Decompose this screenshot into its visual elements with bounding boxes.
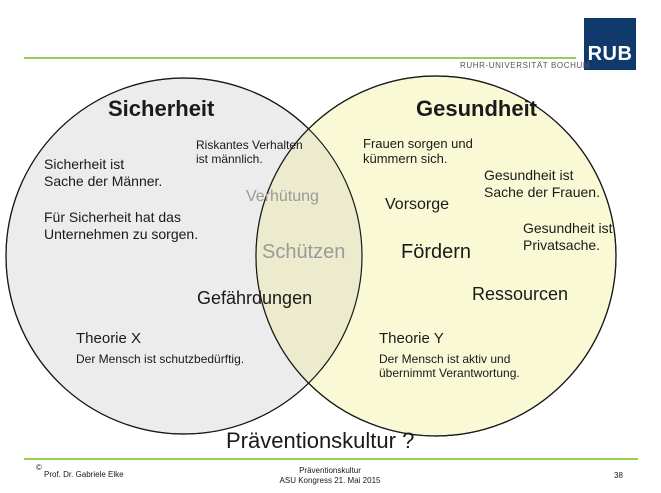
university-name: RUHR-UNIVERSITÄT BOCHUM [460, 61, 591, 70]
gesundheit-text-2-line1: Gesundheit ist [484, 167, 574, 183]
theorie-y-title: Theorie Y [379, 330, 444, 347]
ressourcen-label: Ressourcen [472, 284, 569, 304]
page-number: 38 [614, 471, 623, 480]
gesundheit-text-3-line2: Privatsache. [523, 236, 601, 253]
sicherheit-text-2-line2: Unternehmen zu sorgen. [44, 225, 199, 242]
riskantes-verhalten [196, 138, 303, 166]
copyright-symbol: © [36, 463, 42, 472]
sicherheit-text-1 [44, 156, 162, 189]
sicherheit-text-1-line2: Sache der Männer. [44, 172, 163, 189]
vorsorge-label: Vorsorge [385, 196, 450, 213]
gefaehrdungen-label: Gefährdungen [197, 288, 313, 308]
bottom-question: Präventionskultur ? [226, 428, 415, 453]
riskantes-line1: Riskantes Verhalten [196, 138, 303, 152]
foerdern-label: Fördern [401, 241, 472, 263]
sicherheit-text-1-line1: Sicherheit ist [44, 156, 125, 172]
gesundheit-text-2-line2: Sache der Frauen. [484, 183, 600, 200]
gesundheit-text-1 [363, 136, 473, 167]
sicherheit-heading: Sicherheit [108, 96, 215, 121]
schuetzen-label: Schützen [262, 241, 346, 263]
footer-author: Prof. Dr. Gabriele Elke [44, 470, 124, 479]
footer-center-line1: Präventionskultur [299, 466, 361, 475]
bottom-divider [24, 458, 638, 460]
gesundheit-heading: Gesundheit [416, 96, 538, 121]
footer-center [230, 466, 430, 485]
rub-logo: RUB [584, 18, 636, 70]
theorie-x-title: Theorie X [76, 330, 142, 347]
gesundheit-text-2 [484, 167, 600, 200]
sicherheit-text-2-line1: Für Sicherheit hat das [44, 209, 181, 225]
theorie-y-desc-line2: übernimmt Verantwortung. [379, 366, 520, 381]
verhuetung-label: Verhütung [246, 188, 319, 205]
sicherheit-text-2 [44, 209, 198, 242]
theorie-x-desc: Der Mensch ist schutzbedürftig. [76, 352, 245, 366]
theorie-y-desc [379, 352, 520, 380]
footer-center-line2: ASU Kongress 21. Mai 2015 [279, 475, 381, 485]
gesundheit-text-1-line2: kümmern sich. [363, 151, 448, 167]
theorie-y-desc-line1: Der Mensch ist aktiv und [379, 352, 511, 366]
gesundheit-text-3-line1: Gesundheit ist [523, 220, 613, 236]
riskantes-line2: ist männlich. [196, 152, 263, 167]
gesundheit-text-3 [523, 220, 613, 253]
gesundheit-text-1-line1: Frauen sorgen und [363, 136, 473, 151]
